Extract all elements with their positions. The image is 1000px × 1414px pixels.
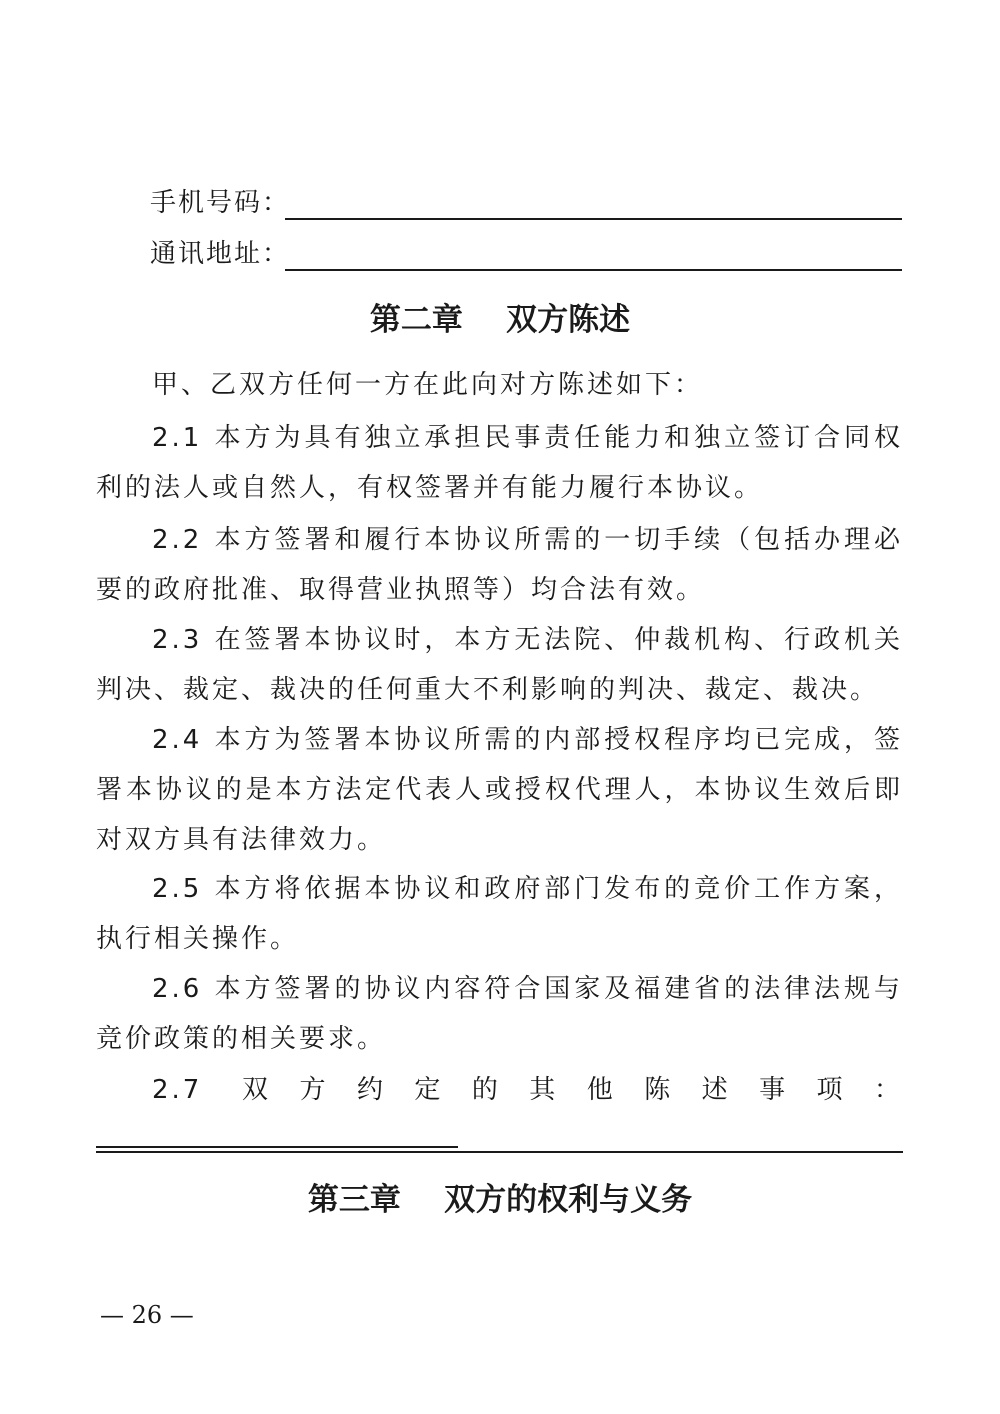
clause-2-7 xyxy=(96,1065,903,1165)
address-blank-line[interactable] xyxy=(285,269,902,271)
chapter-2-intro: 甲、乙双方任何一方在此向对方陈述如下： xyxy=(152,370,704,400)
other-statement-blank-line[interactable] xyxy=(96,1126,458,1148)
clause-2-5: 2.5 本方将依据本协议和政府部门发布的竞价工作方案，执行相关操作。 xyxy=(96,874,903,954)
chapter-2-title: 第二章 双方陈述 xyxy=(369,302,631,338)
page-number: — 26 — xyxy=(100,1301,194,1329)
phone-field[interactable] xyxy=(150,180,902,220)
phone-label: 手机号码： xyxy=(150,188,291,218)
address-label: 通讯地址： xyxy=(150,239,291,269)
clause-2-3: 2.3 在签署本协议时，本方无法院、仲裁机构、行政机关判决、裁定、裁决的任何重大不利影响的判决、裁定、裁决。 xyxy=(96,625,903,705)
clause-2-7-text: 2.7 双方约定的其他陈述事项： xyxy=(152,1075,903,1105)
chapter-3-title: 第三章 双方的权利与义务 xyxy=(307,1182,693,1218)
phone-blank-line[interactable] xyxy=(285,218,902,220)
clause-2-2: 2.2 本方签署和履行本协议所需的一切手续（包括办理必要的政府批准、取得营业执照等）均合法有效。 xyxy=(96,525,903,605)
clause-2-6: 2.6 本方签署的协议内容符合国家及福建省的法律法规与竞价政策的相关要求。 xyxy=(96,974,903,1054)
clause-2-4: 2.4 本方为签署本协议所需的内部授权程序均已完成，签署本协议的是本方法定代表人或授权代理人，本协议生效后即对双方具有法律效力。 xyxy=(96,725,903,855)
clause-2-1: 2.1 本方为具有独立承担民事责任能力和独立签订合同权利的法人或自然人，有权签署并有能力履行本协议。 xyxy=(96,423,903,503)
blank-line-full-width[interactable] xyxy=(96,1151,903,1153)
address-field[interactable] xyxy=(150,231,902,271)
